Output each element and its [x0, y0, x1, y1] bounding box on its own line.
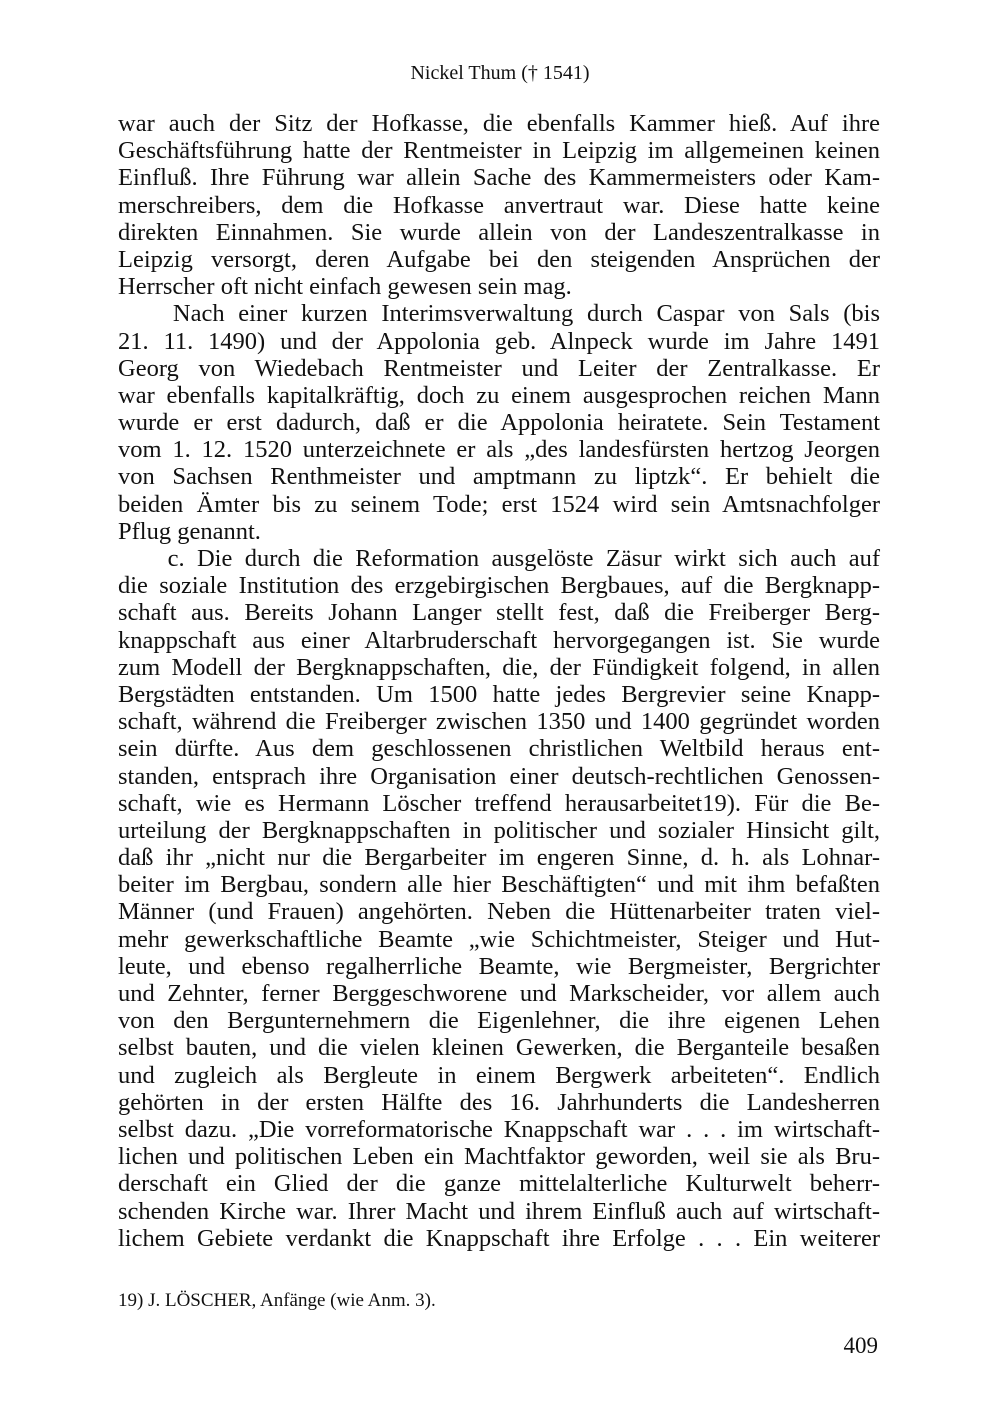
text-line: Einfluß. Ihre Führung war allein Sache des Kammermeisters oder Kam- [118, 164, 880, 192]
text-line: knappschaft aus einer Altarbruderschaft hervorgegangen ist. Sie wurde [118, 626, 880, 654]
text-line: lichen und politischen Leben ein Machtfaktor geworden, weil sie als Bru- [118, 1143, 880, 1171]
text-line: beiden Ämter bis zu seinem Tode; erst 1524 wird sein Amtsnachfolger [118, 490, 880, 518]
text-line: selbst dazu. „Die vorreformatorische Knappschaft war . . . im wirtschaft- [118, 1115, 880, 1143]
text-line: und zugleich als Bergleute in einem Bergwerk arbeiteten“. Endlich [118, 1061, 880, 1089]
text-line: war auch der Sitz der Hofkasse, die ebenfalls Kammer hieß. Auf ihre [118, 110, 880, 137]
text-line: Georg von Wiedebach Rentmeister und Leiter der Zentralkasse. Er [118, 354, 880, 382]
text-line: 21. 11. 1490) und der Appolonia geb. Alnpeck wurde im Jahre 1491 [118, 327, 880, 355]
text-line: zum Modell der Bergknappschaften, die, der Fündigkeit folgend, in allen [118, 653, 880, 681]
text-line: urteilung der Bergknappschaften in politischer und sozialer Hinsicht gilt, [118, 816, 880, 844]
text-line: leute, und ebenso regalherrliche Beamte, wie Bergmeister, Bergrichter [118, 952, 880, 980]
text-line: sein dürfte. Aus dem geschlossenen christlichen Weltbild heraus ent- [118, 735, 880, 763]
text-line: Geschäftsführung hatte der Rentmeister in Leipzig im allgemeinen keinen [118, 137, 880, 165]
text-line: merschreibers, dem die Hofkasse anvertraut war. Diese hatte keine [118, 191, 880, 219]
text-line: Nach einer kurzen Interimsverwaltung durch Caspar von Sals (bis [118, 300, 880, 328]
text-line: schaft, während die Freiberger zwischen 1350 und 1400 gegründet worden [118, 708, 880, 736]
text-line: direkten Einnahmen. Sie wurde allein von der Landeszentralkasse in [118, 218, 880, 246]
page-number: 409 [843, 1333, 878, 1358]
text-line: c. Die durch die Reformation ausgelöste Zäsur wirkt sich auch auf [118, 545, 880, 572]
text-line: und Zehnter, ferner Berggeschworene und Markscheider, vor allem auch [118, 980, 880, 1007]
text-line: schenden Kirche war. Ihrer Macht und ihrem Einfluß auch auf wirtschaft- [118, 1197, 880, 1225]
text-line: Bergstädten entstanden. Um 1500 hatte jedes Bergrevier seine Knapp- [118, 680, 880, 708]
text-line: derschaft ein Glied der die ganze mittelalterliche Kulturwelt beherr- [118, 1170, 880, 1198]
text-line: mehr gewerkschaftliche Beamte „wie Schichtmeister, Steiger und Hut- [118, 925, 880, 953]
text-line: gehörten in der ersten Hälfte des 16. Jahrhunderts die Landesherren [118, 1088, 880, 1116]
text-line: war ebenfalls kapitalkräftig, doch zu einem ausgesprochen reichen Mann [118, 381, 880, 409]
text-line: Pflug genannt. [118, 517, 261, 545]
text-line: von den Bergunternehmern die Eigenlehner, die ihre eigenen Lehen [118, 1007, 880, 1035]
running-header: Nickel Thum († 1541) [410, 62, 590, 84]
text-line: Herrscher oft nicht einfach gewesen sein mag. [118, 273, 572, 301]
body-text [118, 110, 880, 1252]
text-line: die soziale Institution des erzgebirgischen Bergbaues, auf die Bergknapp- [118, 572, 880, 600]
text-line: selbst bauten, und die vielen kleinen Gewerken, die Berganteile besaßen [118, 1034, 880, 1062]
text-line: lichem Gebiete verdankt die Knappschaft ihre Erfolge . . . Ein weiterer [118, 1224, 880, 1252]
text-line: vom 1. 12. 1520 unterzeichnete er als „des landesfürsten hertzog Jeorgen [118, 436, 880, 464]
text-line: schaft aus. Bereits Johann Langer stellt fest, daß die Freiberger Berg- [118, 599, 880, 627]
text-line: standen, entsprach ihre Organisation einer deutsch-rechtlichen Genossen- [118, 762, 880, 790]
text-line: von Sachsen Renthmeister und amptmann zu liptzk“. Er behielt die [118, 463, 880, 491]
text-line: schaft, wie es Hermann Löscher treffend herausarbeitet19). Für die Be- [118, 789, 880, 817]
text-line: beiter im Bergbau, sondern alle hier Beschäftigten“ und mit ihm befaßten [118, 871, 880, 899]
text-line: wurde er erst dadurch, daß er die Appolonia heiratete. Sein Testament [118, 409, 880, 437]
text-line: Männer (und Frauen) angehörten. Neben die Hüttenarbeiter traten viel- [118, 898, 880, 926]
footnote: 19) J. LÖSCHER, Anfänge (wie Anm. 3). [118, 1290, 436, 1311]
text-line: daß ihr „nicht nur die Bergarbeiter im engeren Sinne, d. h. als Lohnar- [118, 844, 880, 872]
text-line: Leipzig versorgt, deren Aufgabe bei den steigenden Ansprüchen der [118, 245, 880, 273]
